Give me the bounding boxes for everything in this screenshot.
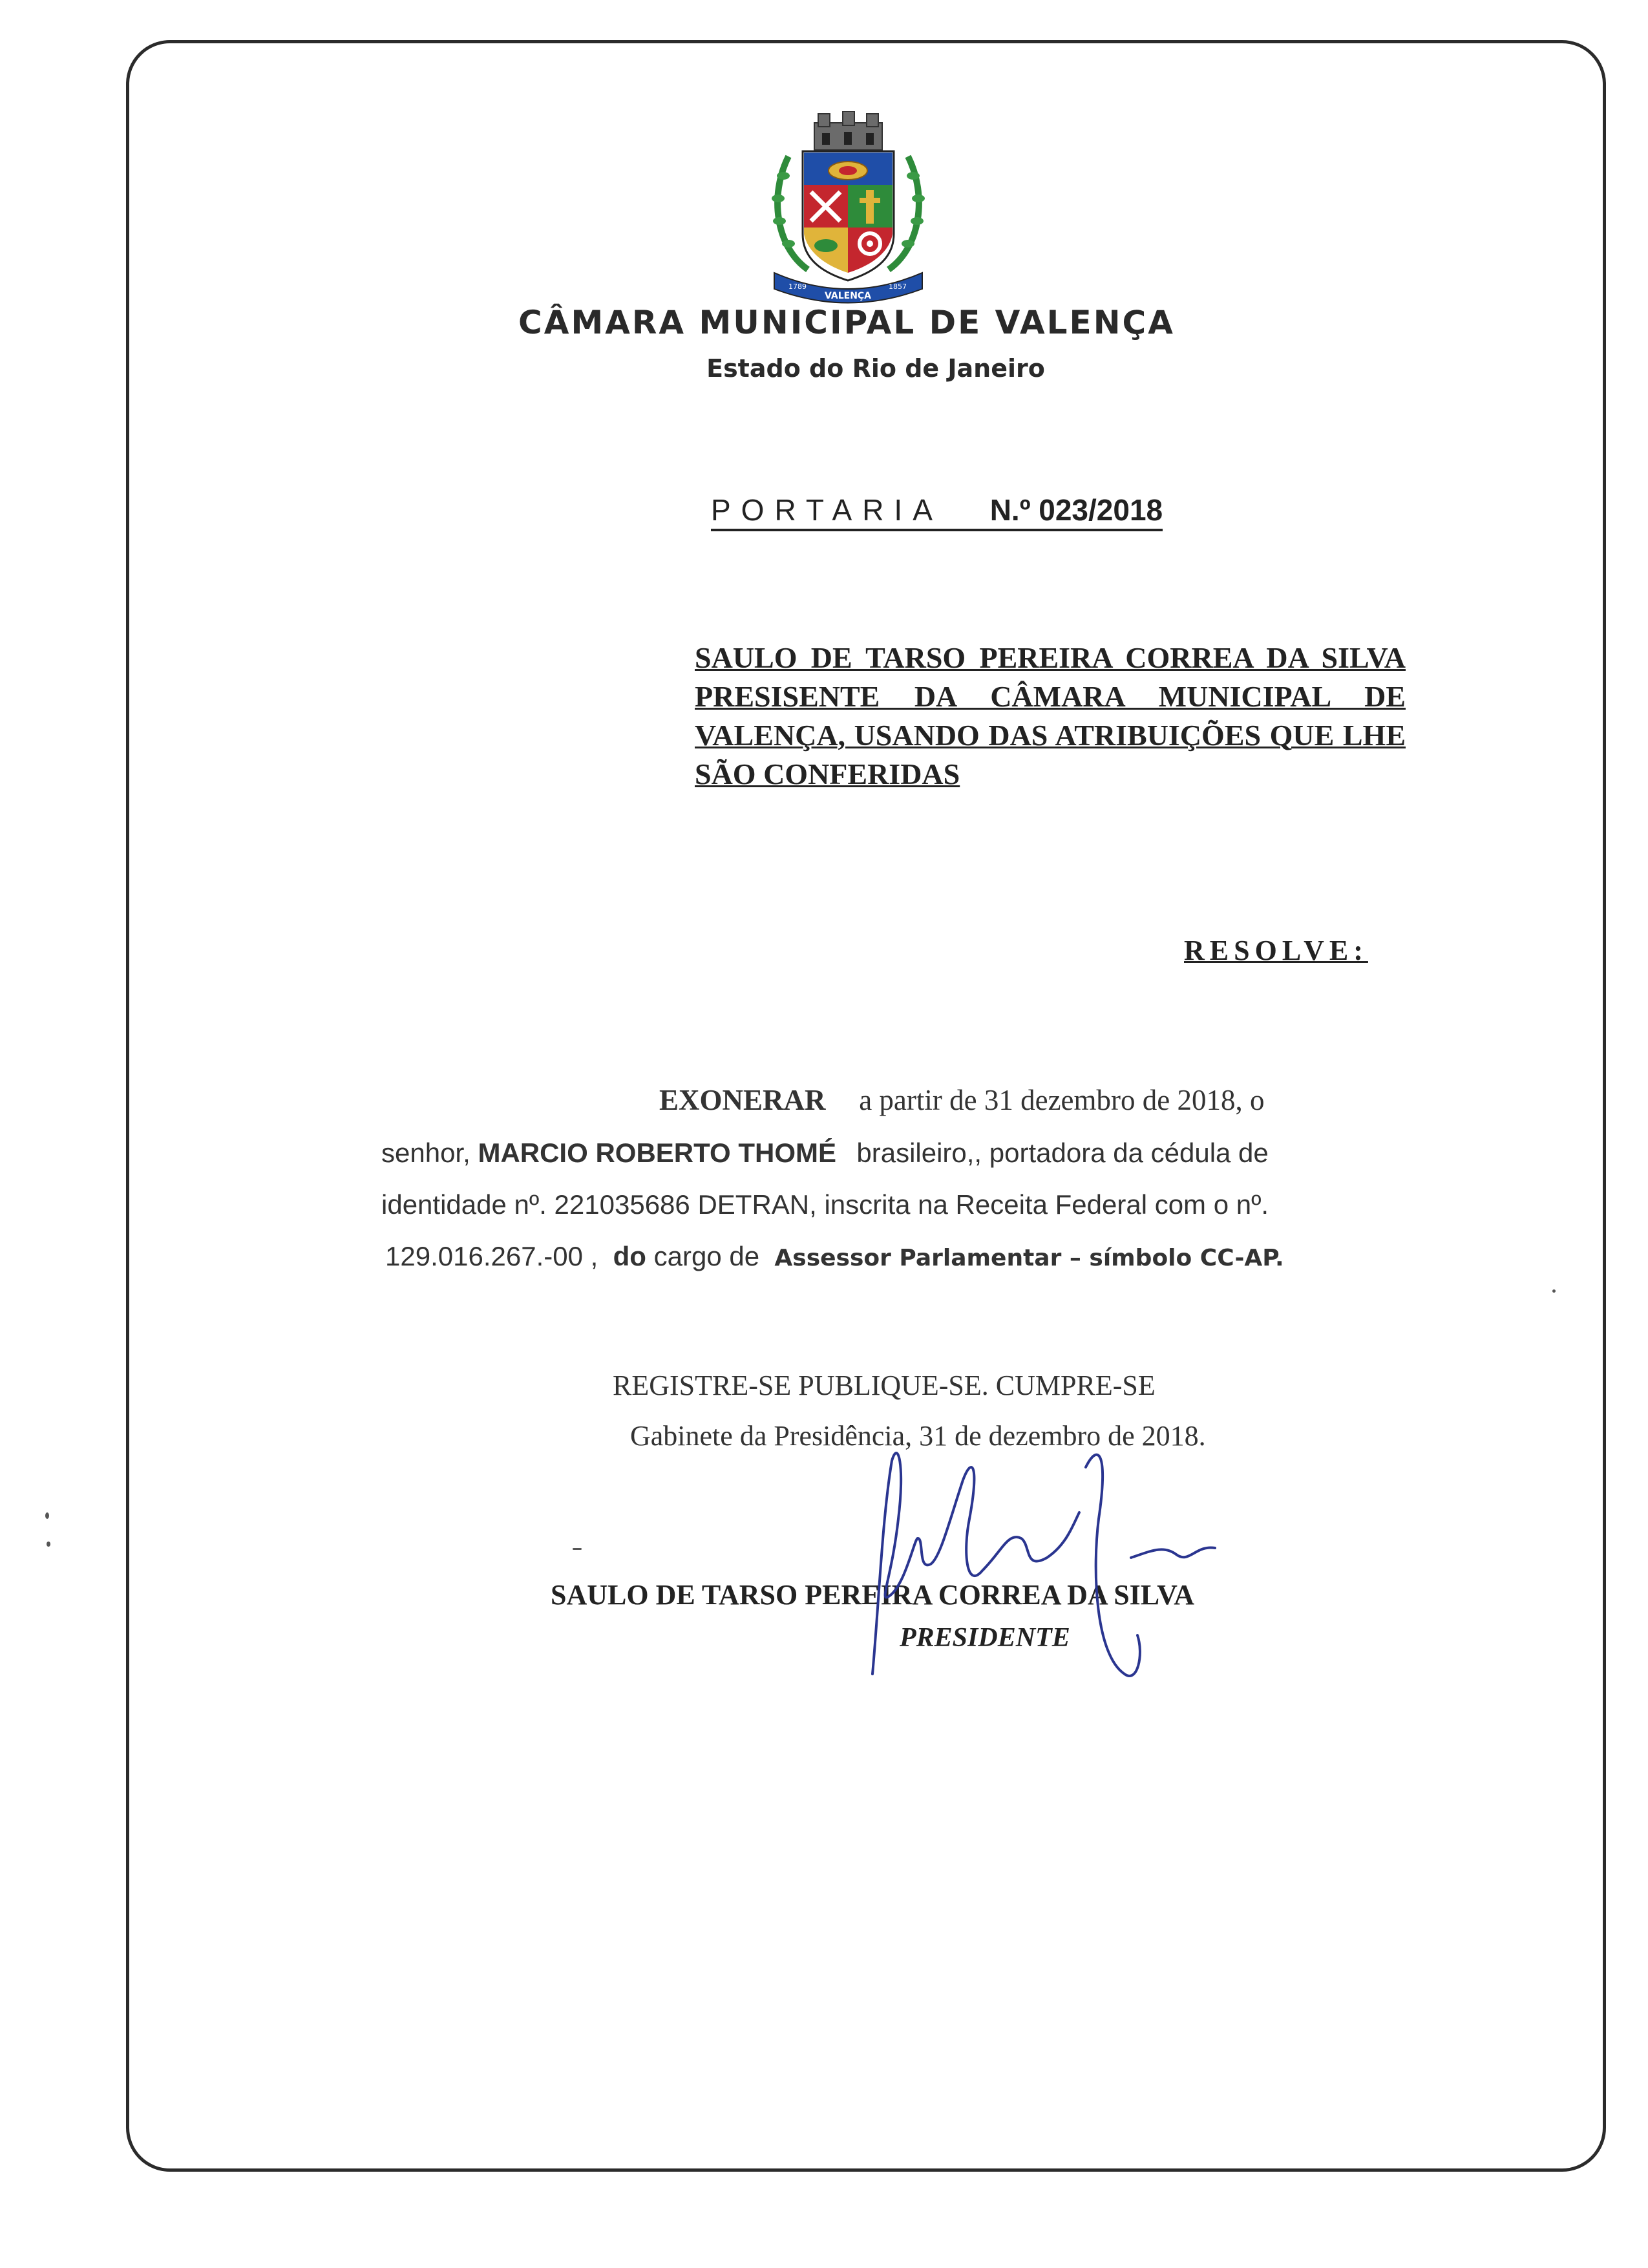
person-name: MARCIO ROBERTO THOMÉ	[478, 1138, 837, 1168]
cargo-title: Assessor Parlamentar – símbolo CC-AP.	[774, 1245, 1284, 1271]
signer-role: PRESIDENTE	[900, 1623, 1070, 1653]
coat-of-arms-icon	[763, 111, 934, 305]
portaria-number: N.º 023/2018	[989, 493, 1163, 527]
body-line-1-rest: a partir de 31 dezembro de 2018, o	[859, 1084, 1265, 1116]
resolve-heading: RESOLVE:	[1184, 935, 1368, 966]
scan-speck	[573, 1548, 582, 1550]
crest-year-left: 1789	[788, 282, 807, 291]
crest-banner-text: VALENÇA	[824, 291, 872, 301]
body-line-4-do: do	[613, 1241, 646, 1271]
body-line-4-cargo-lead: cargo de	[653, 1241, 760, 1271]
verb-exonerar: EXONERAR	[659, 1084, 826, 1116]
institution-name: CÂMARA MUNICIPAL DE VALENÇA	[518, 304, 1175, 341]
handwritten-signature	[853, 1441, 1241, 1687]
registre-line: REGISTRE-SE PUBLIQUE-SE. CUMPRE-SE	[613, 1370, 1156, 1401]
portaria-label: PORTARIA	[711, 493, 943, 527]
body-line-4	[385, 1241, 1284, 1272]
body-line-3: identidade nº. 221035686 DETRAN, inscrita na Receita Federal com o nº.	[381, 1189, 1269, 1220]
institution-state: Estado do Rio de Janeiro	[706, 354, 1045, 383]
scan-speck	[1552, 1289, 1556, 1293]
scan-speck	[45, 1512, 49, 1519]
body-line-2-lead: senhor,	[381, 1138, 470, 1168]
body-line-2	[381, 1138, 1269, 1169]
gabinete-date-line: Gabinete da Presidência, 31 de dezembro de 2018.	[630, 1420, 1206, 1452]
signer-name: SAULO DE TARSO PEREIRA CORREA DA SILVA	[551, 1579, 1194, 1611]
body-line-1	[659, 1083, 1264, 1117]
cpf-number: 129.016.267.-00 ,	[385, 1241, 598, 1271]
ementa-text: SAULO DE TARSO PEREIRA CORREA DA SILVA PRESISENTE DA CÂMARA MUNICIPAL DE VALENÇA, USANDO DAS ATRIBUIÇÕES QUE LHE SÃO CONFERIDAS	[695, 641, 1406, 790]
portaria-heading	[711, 493, 1163, 531]
scan-speck	[47, 1542, 50, 1547]
body-line-2-rest: brasileiro,, portadora da cédula de	[856, 1138, 1269, 1168]
crest-year-right: 1857	[889, 282, 907, 291]
